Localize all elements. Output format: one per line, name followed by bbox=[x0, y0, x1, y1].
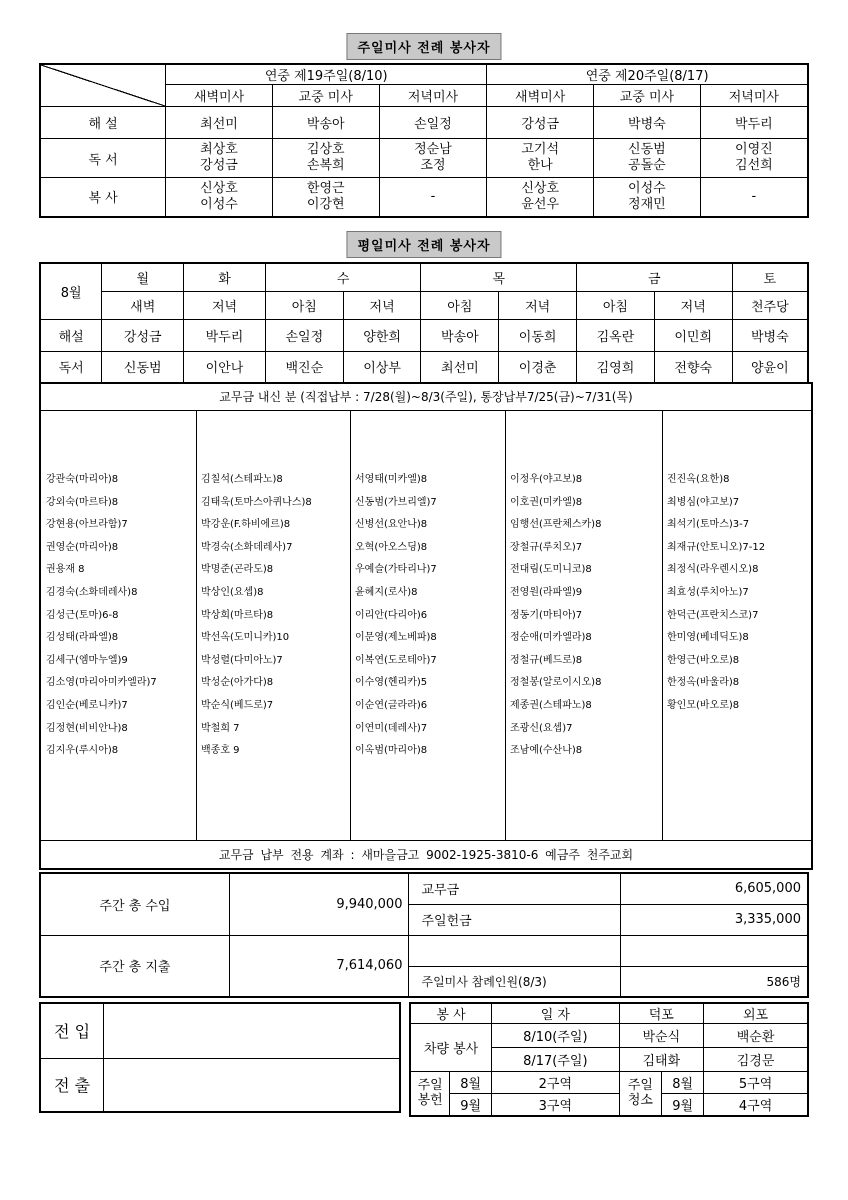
list-item: 김성근(토마)6-8 bbox=[46, 609, 119, 621]
list-item: 조광신(요셉)7 bbox=[510, 722, 573, 734]
list-item: 권용재 8 bbox=[46, 564, 85, 576]
mass-header: 저녁미사 bbox=[379, 85, 487, 107]
list-item: 이문영(제노베파)8 bbox=[355, 632, 437, 644]
cell: 손일정 bbox=[265, 319, 343, 351]
cell: 이민희 bbox=[654, 319, 732, 351]
list-item: 전영원(라파엘)9 bbox=[510, 586, 583, 598]
list-item: 최정식(라우렌시오)8 bbox=[667, 564, 759, 576]
mass-header: 저녁미사 bbox=[700, 85, 808, 107]
offering-label: 주일헌금 bbox=[409, 904, 620, 935]
cell: 고기석 한나 bbox=[487, 139, 594, 178]
offering-value: 3,335,000 bbox=[620, 904, 808, 935]
attendance-label: 주일미사 참례인원(8/3) bbox=[409, 966, 620, 997]
cell: 최상호 강성금 bbox=[166, 139, 273, 178]
time-header: 아침 bbox=[577, 291, 655, 319]
list-item: 한덕근(프란치스코)7 bbox=[667, 609, 759, 621]
cell: 박두리 bbox=[700, 107, 808, 139]
cell: 최선미 bbox=[421, 351, 499, 383]
attendance-value: 586명 bbox=[620, 966, 808, 997]
cell: 손일정 bbox=[379, 107, 487, 139]
cleaning-month: 9월 bbox=[662, 1094, 704, 1116]
car-dukpo: 김태화 bbox=[619, 1048, 704, 1072]
dukpo-header: 덕포 bbox=[619, 1003, 704, 1024]
cell: 이성수 정재민 bbox=[594, 178, 701, 217]
list-item: 백종호 9 bbox=[201, 745, 240, 757]
offering-month: 9월 bbox=[450, 1094, 492, 1116]
list-item: 박강운(F.하비에르)8 bbox=[201, 519, 291, 531]
list-item: 정철규(베드로)8 bbox=[510, 654, 583, 666]
row-label: 해 설 bbox=[40, 107, 166, 139]
dues-value: 6,605,000 bbox=[620, 873, 808, 904]
list-item: 강현용(아브라함)7 bbox=[46, 519, 128, 531]
list-item: 박명준(곤라도)8 bbox=[201, 564, 274, 576]
list-item: 박철희 7 bbox=[201, 722, 240, 734]
dues-column bbox=[505, 411, 663, 840]
transfer-in-value bbox=[104, 1003, 400, 1058]
row-label: 복 사 bbox=[40, 178, 166, 217]
diag-cell bbox=[40, 64, 166, 107]
list-item: 오혁(아오스딩)8 bbox=[355, 541, 428, 553]
list-item: 한영근(바오로)8 bbox=[667, 654, 740, 666]
list-item: 김지우(루시아)8 bbox=[46, 745, 119, 757]
list-item: 한정옥(바울라)8 bbox=[667, 677, 740, 689]
list-item: 장철규(루치오)7 bbox=[510, 541, 583, 553]
time-header: 저녁 bbox=[184, 291, 266, 319]
cell: 전향숙 bbox=[654, 351, 732, 383]
cleaning-zone: 5구역 bbox=[704, 1072, 808, 1094]
sunday-title: 주일미사 전례 봉사자 bbox=[346, 33, 501, 60]
list-item: 김칠석(스테파노)8 bbox=[201, 474, 283, 485]
list-item: 전대림(도미니코)8 bbox=[510, 564, 592, 576]
week2-header: 연중 제20주일(8/17) bbox=[487, 64, 808, 85]
dues-column bbox=[662, 411, 807, 840]
list-item: 정순애(미카엘라)8 bbox=[510, 632, 592, 644]
list-item: 박상희(마르타)8 bbox=[201, 609, 274, 621]
offering-zone: 3구역 bbox=[492, 1094, 619, 1116]
list-item: 이연미(데레사)7 bbox=[355, 722, 428, 734]
cell: 정순남 조정 bbox=[379, 139, 487, 178]
list-item: 신동범(가브리엘)7 bbox=[355, 496, 437, 508]
time-header: 저녁 bbox=[343, 291, 421, 319]
list-item: 권영순(마리아)8 bbox=[46, 541, 119, 553]
cell: 이동희 bbox=[499, 319, 577, 351]
cell: 박송아 bbox=[421, 319, 499, 351]
offering-month: 8월 bbox=[450, 1072, 492, 1094]
cell: 한영근 이강현 bbox=[272, 178, 379, 217]
list-item: 한미영(베네딕도)8 bbox=[667, 632, 749, 644]
list-item: 김경숙(소화데레사)8 bbox=[46, 586, 138, 598]
cell: 김영희 bbox=[577, 351, 655, 383]
list-item: 박경숙(소화데레사)7 bbox=[201, 541, 293, 553]
list-item: 최재규(안토니오)7-12 bbox=[667, 541, 766, 553]
list-item: 강관숙(마리아)8 bbox=[46, 474, 119, 485]
cell: 이안나 bbox=[184, 351, 266, 383]
dues-box bbox=[39, 382, 813, 870]
empty-cell bbox=[409, 935, 620, 966]
expense-label: 주간 총 지출 bbox=[40, 935, 229, 997]
list-item: 정철봉(알로이시오)8 bbox=[510, 677, 602, 689]
dues-column bbox=[196, 411, 351, 840]
cell: - bbox=[700, 178, 808, 217]
time-header: 천주당 bbox=[732, 291, 808, 319]
cell: 양한희 bbox=[343, 319, 421, 351]
list-item: 박순식(베드로)7 bbox=[201, 699, 274, 711]
time-header: 새벽 bbox=[102, 291, 184, 319]
list-item: 이수영(헨리카)5 bbox=[355, 677, 428, 689]
cleaning-month: 8월 bbox=[662, 1072, 704, 1094]
list-item: 박성렬(다미아노)7 bbox=[201, 654, 283, 666]
dues-list bbox=[41, 411, 811, 841]
list-item: 김인순(베로니카)7 bbox=[46, 699, 128, 711]
cell: 강성금 bbox=[487, 107, 594, 139]
mass-header: 새벽미사 bbox=[487, 85, 594, 107]
service-table bbox=[409, 1002, 809, 1117]
list-item: 우예슬(가타리나)7 bbox=[355, 564, 437, 576]
cell: 이경춘 bbox=[499, 351, 577, 383]
list-item: 이옥범(마리아)8 bbox=[355, 745, 428, 757]
cell: 양윤이 bbox=[732, 351, 808, 383]
cell: 박송아 bbox=[272, 107, 379, 139]
list-item: 진진옥(요한)8 bbox=[667, 474, 730, 485]
dues-column bbox=[41, 411, 197, 840]
sunday-table bbox=[39, 63, 809, 218]
cell: 박두리 bbox=[184, 319, 266, 351]
day-header: 토 bbox=[732, 263, 808, 291]
row-label: 해설 bbox=[40, 319, 102, 351]
time-header: 아침 bbox=[421, 291, 499, 319]
list-item: 신병선(요안나)8 bbox=[355, 519, 428, 531]
account-info: 교무금 납부 전용 계좌 : 새마을금고 9002-1925-3810-6 예금주 천주교회 bbox=[218, 848, 634, 862]
list-item: 이복연(도로테아)7 bbox=[355, 654, 437, 666]
car-oepo: 김경문 bbox=[704, 1048, 808, 1072]
list-item: 서영태(미카엘)8 bbox=[355, 474, 428, 485]
list-item: 황인모(바오로)8 bbox=[667, 699, 740, 711]
week1-header: 연중 제19주일(8/10) bbox=[166, 64, 487, 85]
list-item: 조남예(수산나)8 bbox=[510, 745, 583, 757]
cell: 김상호 손복희 bbox=[272, 139, 379, 178]
list-item: 이호권(미카엘)8 bbox=[510, 496, 583, 508]
list-item: 김정현(비비안나)8 bbox=[46, 722, 128, 734]
day-header: 금 bbox=[577, 263, 733, 291]
cell: 최선미 bbox=[166, 107, 273, 139]
cell: 박병숙 bbox=[594, 107, 701, 139]
expense-value: 7,614,060 bbox=[229, 935, 409, 997]
cell: 김옥란 bbox=[577, 319, 655, 351]
list-item: 박선옥(도미니카)10 bbox=[201, 632, 290, 644]
weekday-title: 평일미사 전례 봉사자 bbox=[346, 231, 501, 258]
car-service-label: 차량 봉사 bbox=[410, 1024, 492, 1072]
row-label: 독서 bbox=[40, 351, 102, 383]
row-label: 독 서 bbox=[40, 139, 166, 178]
list-item: 김성태(라파엘)8 bbox=[46, 632, 119, 644]
transfer-table bbox=[39, 1002, 401, 1113]
empty-cell bbox=[620, 935, 808, 966]
list-item: 김세구(엠마누엘)9 bbox=[46, 654, 128, 666]
time-header: 아침 bbox=[265, 291, 343, 319]
day-header: 월 bbox=[102, 263, 184, 291]
mass-header: 새벽미사 bbox=[166, 85, 273, 107]
cell: - bbox=[379, 178, 487, 217]
dues-header: 교무금 내신 분 (직접납부 : 7/28(월)~8/3(주일), 통장납부7/25(금)~7/31(목) bbox=[41, 384, 811, 411]
mass-header: 교중 미사 bbox=[272, 85, 379, 107]
date-header: 일 자 bbox=[492, 1003, 619, 1024]
income-value: 9,940,000 bbox=[229, 873, 409, 935]
list-item: 김태욱(토마스아퀴나스)8 bbox=[201, 496, 312, 508]
list-item: 최병심(야고보)7 bbox=[667, 496, 740, 508]
cell: 백진순 bbox=[265, 351, 343, 383]
month-cell: 8월 bbox=[40, 263, 102, 319]
car-dukpo: 박순식 bbox=[619, 1024, 704, 1048]
transfer-out-label: 전 출 bbox=[40, 1058, 104, 1112]
day-header: 화 bbox=[184, 263, 266, 291]
cleaning-service-label: 주일 청소 bbox=[619, 1072, 662, 1116]
day-header: 목 bbox=[421, 263, 577, 291]
list-item: 김소영(마리아미카엘라)7 bbox=[46, 677, 157, 689]
finance-table bbox=[39, 872, 809, 998]
cell: 신동범 공돌순 bbox=[594, 139, 701, 178]
list-item: 이리안(다리아)6 bbox=[355, 609, 428, 621]
weekday-table bbox=[39, 262, 809, 384]
dues-label: 교무금 bbox=[409, 873, 620, 904]
cell: 이상부 bbox=[343, 351, 421, 383]
list-item: 제종권(스테파노)8 bbox=[510, 699, 592, 711]
income-label: 주간 총 수입 bbox=[40, 873, 229, 935]
oepo-header: 외포 bbox=[704, 1003, 808, 1024]
list-item: 강외숙(마르타)8 bbox=[46, 496, 119, 508]
car-date: 8/17(주일) bbox=[492, 1048, 619, 1072]
car-date: 8/10(주일) bbox=[492, 1024, 619, 1048]
list-item: 박상인(요셉)8 bbox=[201, 586, 264, 598]
time-header: 저녁 bbox=[499, 291, 577, 319]
list-item: 이순연(글라라)6 bbox=[355, 699, 428, 711]
list-item: 최석기(토마스)3-7 bbox=[667, 519, 750, 531]
transfer-out-value bbox=[104, 1058, 400, 1112]
cell: 강성금 bbox=[102, 319, 184, 351]
transfer-in-label: 전 입 bbox=[40, 1003, 104, 1058]
offering-zone: 2구역 bbox=[492, 1072, 619, 1094]
list-item: 최효성(루치아노)7 bbox=[667, 586, 749, 598]
day-header: 수 bbox=[265, 263, 421, 291]
cell: 신상호 이성수 bbox=[166, 178, 273, 217]
mass-header: 교중 미사 bbox=[594, 85, 701, 107]
list-item: 박성순(아가다)8 bbox=[201, 677, 274, 689]
cell: 이영진 김선희 bbox=[700, 139, 808, 178]
cleaning-zone: 4구역 bbox=[704, 1094, 808, 1116]
list-item: 윤혜지(로사)8 bbox=[355, 586, 418, 598]
offering-service-label: 주일 봉헌 bbox=[410, 1072, 450, 1116]
cell: 박병숙 bbox=[732, 319, 808, 351]
service-header: 봉 사 bbox=[410, 1003, 492, 1024]
list-item: 정동기(마티아)7 bbox=[510, 609, 583, 621]
car-oepo: 백순환 bbox=[704, 1024, 808, 1048]
cell: 신동범 bbox=[102, 351, 184, 383]
list-item: 임행선(프란체스카)8 bbox=[510, 519, 602, 531]
time-header: 저녁 bbox=[654, 291, 732, 319]
cell: 신상호 윤선우 bbox=[487, 178, 594, 217]
dues-column bbox=[350, 411, 506, 840]
list-item: 이정우(야고보)8 bbox=[510, 474, 583, 485]
